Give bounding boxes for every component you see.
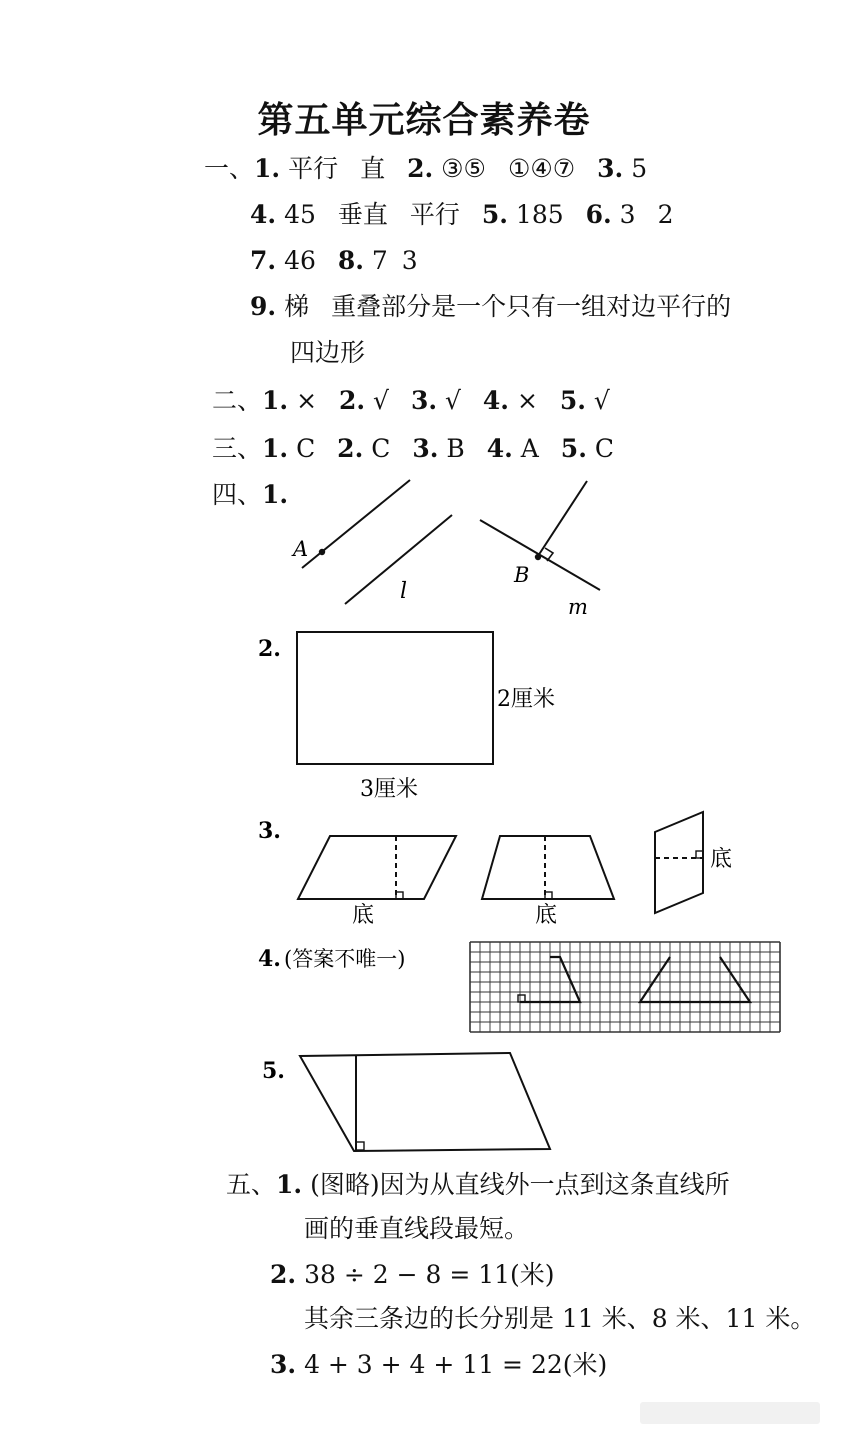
s4-q1-num: 1.: [262, 480, 289, 509]
s2-item-4-num: 4.: [482, 386, 509, 415]
page-title: 第五单元综合素养卷: [257, 99, 591, 141]
s3-item-2-answer: C: [371, 434, 391, 463]
q9-answer-a: 梯: [284, 292, 310, 321]
slanted-base-label: 底: [710, 847, 733, 872]
section-3-prefix: 三、: [212, 434, 263, 463]
s2-item-3-num: 3.: [410, 386, 438, 415]
s4-q4-note: (答案不唯一): [284, 947, 406, 971]
perpendicular-line: [538, 481, 587, 556]
q9-answer-b: 重叠部分是一个只有一组对边平行的: [331, 292, 732, 321]
s2-item-1-num: 1.: [262, 386, 289, 415]
q1-answer-a: 平行: [288, 154, 339, 183]
parallelogram-height-figure: [300, 1053, 550, 1151]
grid-drawings: [518, 957, 750, 1002]
s3-item-5-num: 5.: [560, 434, 587, 463]
q4-num: 4.: [250, 200, 277, 229]
s4-q4-num: 4.: [258, 946, 281, 972]
q8-answer-a: 7: [371, 246, 388, 275]
s5-q2-num: 2.: [270, 1260, 297, 1289]
q4-answer-a: 45: [284, 200, 316, 229]
q2-num: 2.: [407, 154, 434, 183]
s5-q3-num: 3.: [270, 1350, 297, 1379]
q7-answer: 46: [284, 246, 316, 275]
q2-answer-b: ①④⑦: [507, 154, 576, 183]
s2-item-1-mark: ×: [296, 386, 318, 415]
q1-num: 1.: [254, 154, 281, 183]
q9-answer-c: 四边形: [290, 338, 366, 367]
section-5-q3-line: [270, 1348, 607, 1382]
s2-item-2-mark: √: [373, 386, 389, 415]
label-b: B: [514, 563, 530, 587]
rect-bottom-label: 3厘米: [360, 777, 418, 802]
rectangle-3x2: [297, 632, 493, 764]
s5-q1-text-2: 画的垂直线段最短。: [304, 1214, 530, 1243]
s4-q5-num: 5.: [262, 1058, 285, 1084]
q9-num: 9.: [250, 292, 277, 321]
q6-answer-b: 2: [657, 200, 674, 229]
q4-answer-c: 平行: [409, 200, 460, 229]
q4-answer-b: 垂直: [337, 200, 388, 229]
point-b-dot: [535, 554, 541, 560]
section-5-q1-line-1: [226, 1168, 730, 1202]
rect-side-label: 2厘米: [497, 687, 555, 712]
q2-answer-a: ③⑤: [441, 154, 486, 183]
q1-answer-b: 直: [360, 154, 386, 183]
s2-item-4-mark: ×: [516, 386, 538, 415]
section-2-prefix: 二、: [212, 386, 263, 415]
s5-q1-num: 1.: [276, 1170, 303, 1199]
label-a: A: [293, 537, 309, 561]
slanted-parallelogram-figure: [655, 812, 703, 913]
section-1-prefix: 一、: [204, 154, 255, 183]
grid-isosceles-trapezoid: [640, 957, 750, 1002]
s5-q2-equation: 38 ÷ 2 − 8 = 11(米): [304, 1260, 555, 1289]
label-l: l: [400, 579, 408, 604]
section-4-prefix: 四、: [212, 480, 263, 509]
q7-num: 7.: [250, 246, 277, 275]
figure-perpendicular: [480, 481, 600, 590]
line-l: [345, 515, 452, 604]
s3-item-1-num: 1.: [262, 434, 289, 463]
point-a-dot: [319, 549, 325, 555]
section-5-q2-line-1: [270, 1258, 555, 1292]
s5-q3-equation: 4 + 3 + 4 + 11 = 22(米): [304, 1350, 608, 1379]
s3-item-3-num: 3.: [412, 434, 439, 463]
s2-item-3-mark: √: [445, 386, 461, 415]
q3-num: 3.: [597, 154, 624, 183]
q6-num: 6.: [585, 200, 612, 229]
s3-item-4-num: 4.: [486, 434, 513, 463]
q8-num: 8.: [337, 246, 364, 275]
s2-item-5-mark: √: [593, 386, 610, 415]
q6-answer-a: 3: [619, 200, 636, 229]
q5-answer: 185: [515, 200, 564, 229]
q3-answer: 5: [631, 154, 648, 183]
s2-item-2-num: 2.: [338, 386, 366, 415]
watermark-strip: [640, 1402, 820, 1424]
q8-answer-b: 3: [401, 246, 418, 275]
q5-num: 5.: [481, 200, 508, 229]
line-through-a: [302, 480, 410, 568]
s4-q3-num: 3.: [258, 818, 281, 844]
parallelogram-figure: [298, 836, 456, 899]
s3-item-5-answer: C: [594, 434, 614, 463]
label-m: m: [568, 595, 588, 619]
s5-q1-text-1: (图略)因为从直线外一点到这条直线所: [310, 1170, 730, 1199]
s3-item-4-answer: A: [520, 434, 539, 463]
s5-q2-text: 其余三条边的长分别是 11 米、8 米、11 米。: [304, 1304, 816, 1333]
square-grid: [470, 942, 780, 1032]
s2-item-5-num: 5.: [559, 386, 586, 415]
figure-parallel-lines: [302, 480, 452, 604]
trapezoid-base-label: 底: [535, 903, 558, 928]
s3-item-2-num: 2.: [337, 434, 364, 463]
s3-item-1-answer: C: [296, 434, 316, 463]
trapezoid-figure: [482, 836, 614, 899]
section-5-prefix: 五、: [226, 1170, 277, 1199]
s4-q2-num: 2.: [258, 636, 281, 662]
parallelogram-base-label: 底: [352, 903, 375, 928]
s3-item-3-answer: B: [446, 434, 465, 463]
